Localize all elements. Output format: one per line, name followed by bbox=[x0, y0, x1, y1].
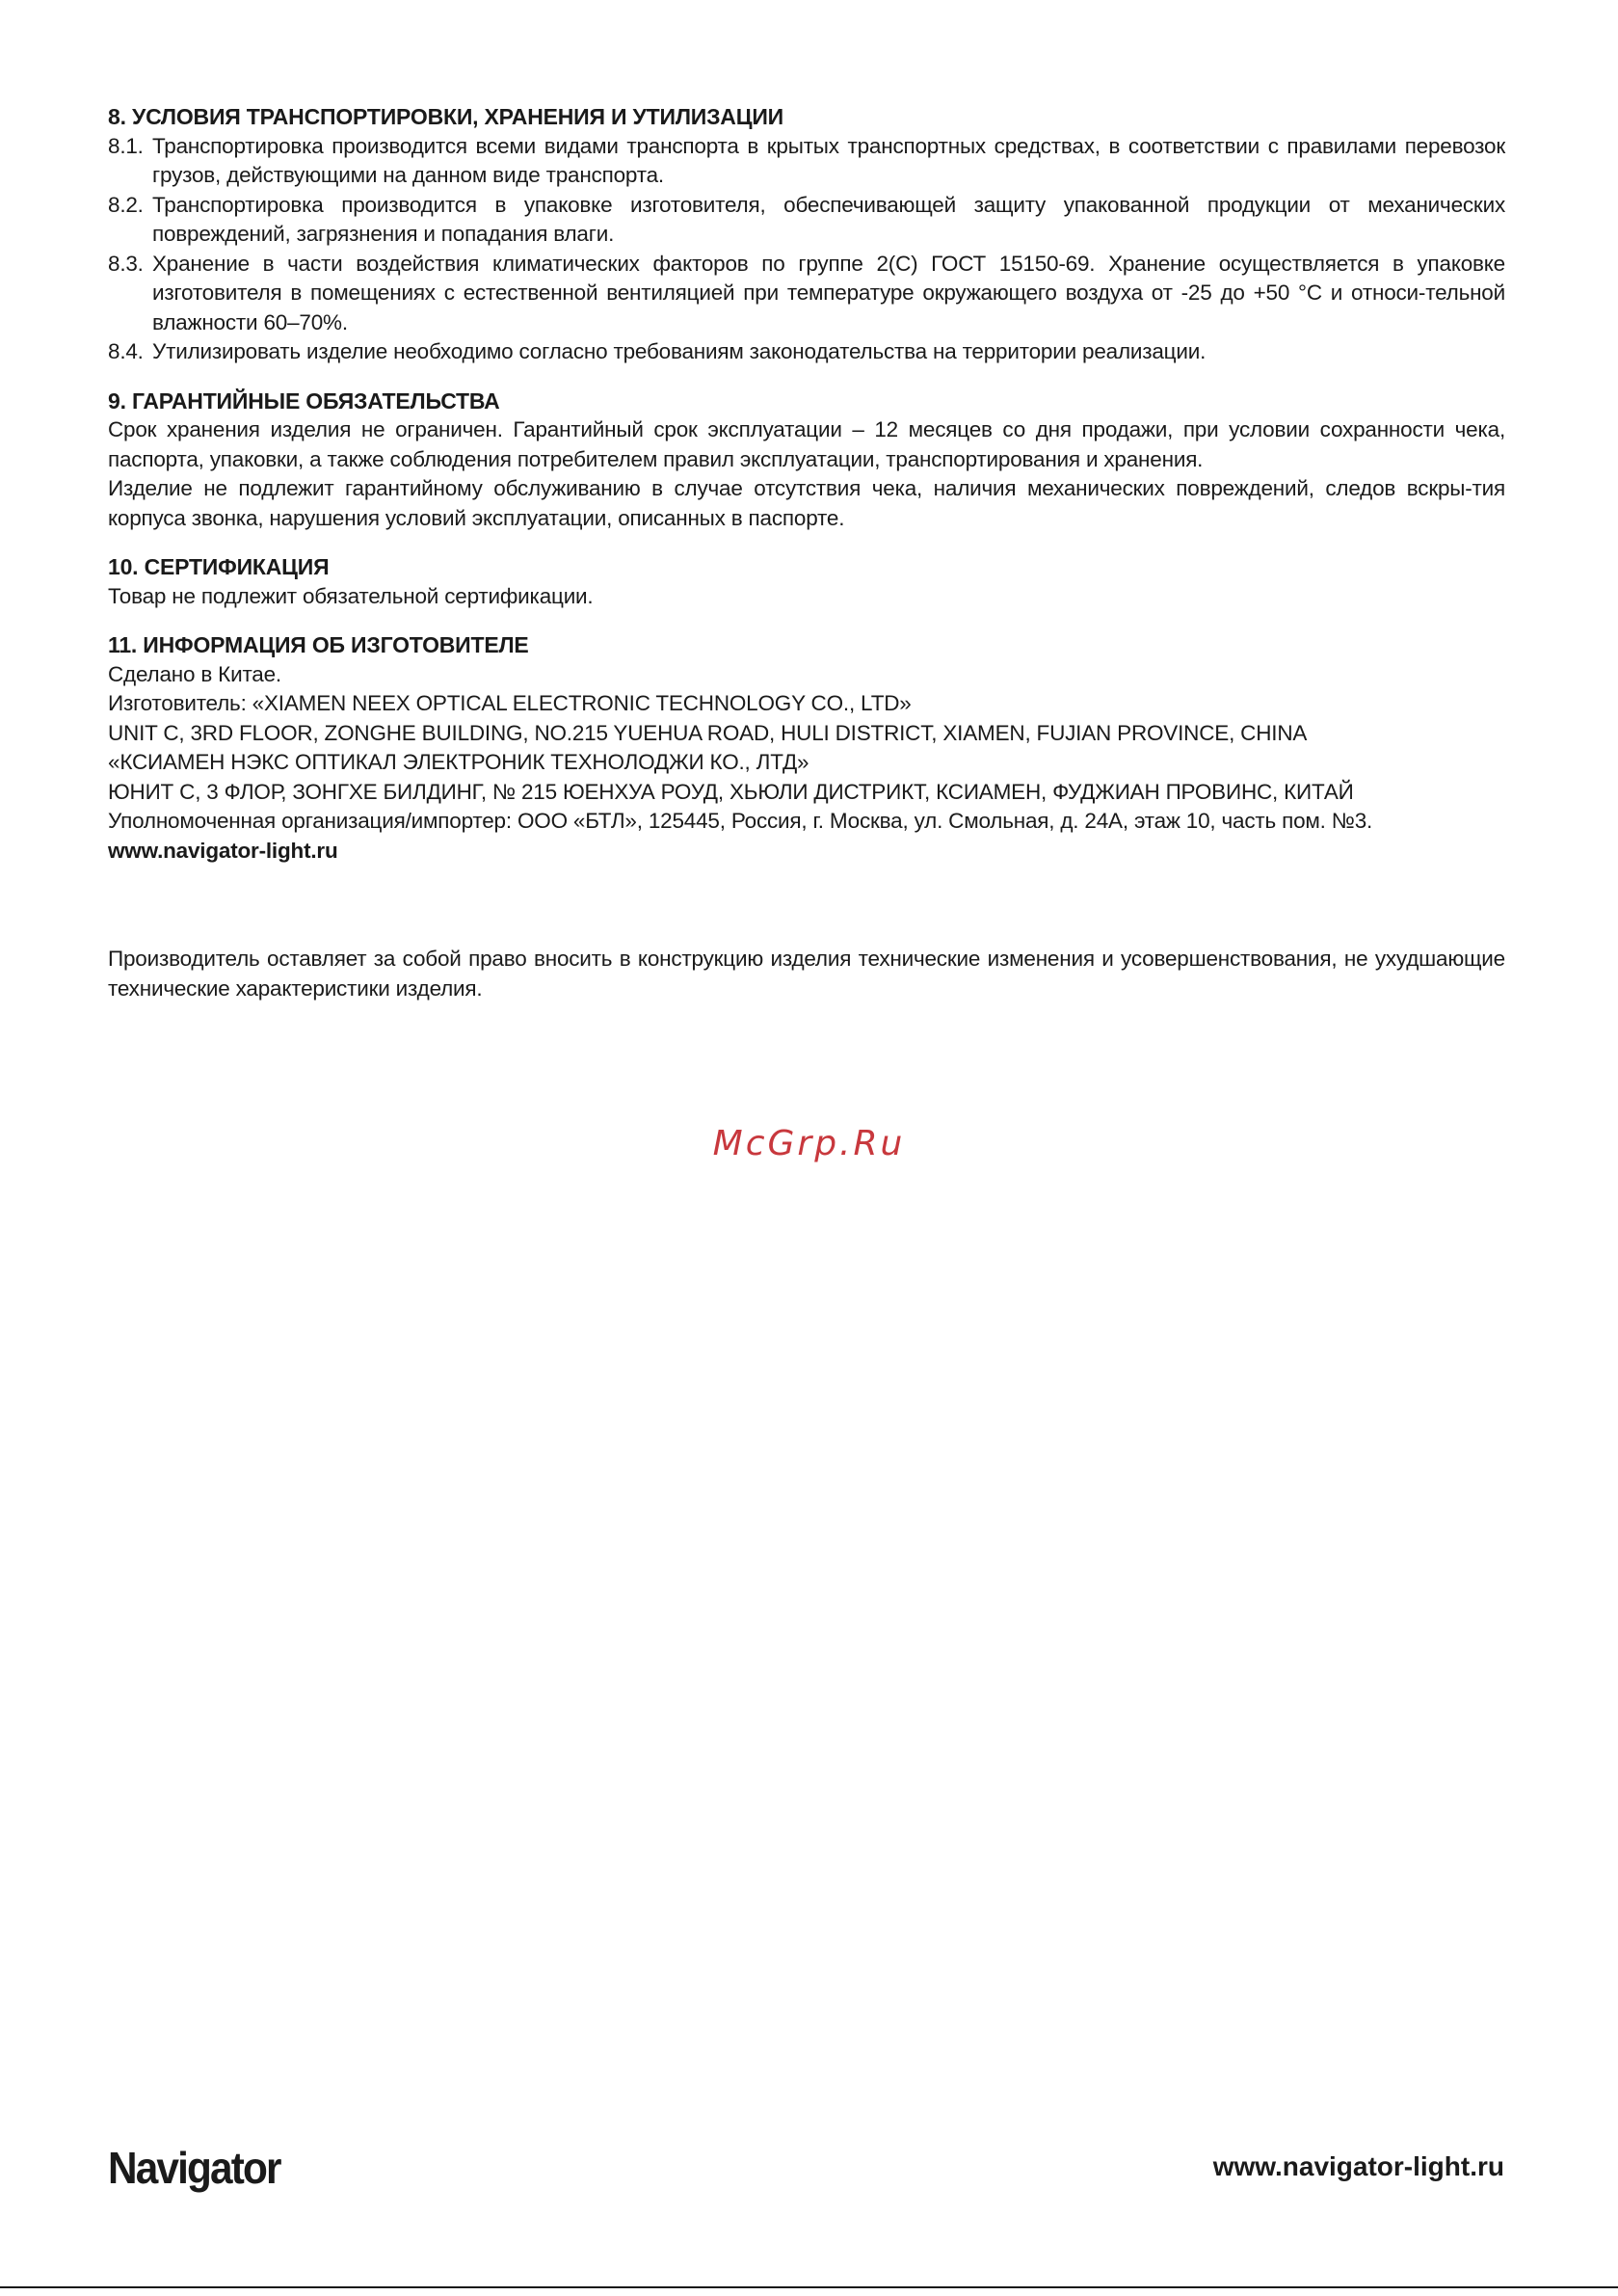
section-heading: 10. СЕРТИФИКАЦИЯ bbox=[108, 554, 330, 579]
document-body bbox=[108, 102, 1505, 885]
list-item bbox=[108, 132, 1505, 191]
list-number: 8.4. bbox=[108, 339, 144, 363]
info-line: ЮНИТ С, 3 ФЛОР, ЗОНГХЕ БИЛДИНГ, № 215 ЮЕНХУА РОУД, ХЬЮЛИ ДИСТРИКТ, КСИАМЕН, ФУДЖИАН ПРОВИНС, КИТАЙ bbox=[108, 779, 1354, 804]
list-text: Утилизировать изделие необходимо согласно требованиям законодательства на территории реализации. bbox=[152, 339, 1207, 363]
section-heading: 9. ГАРАНТИЙНЫЕ ОБЯЗАТЕЛЬСТВА bbox=[108, 387, 500, 414]
section-transport-storage bbox=[108, 102, 1505, 367]
list-text: Транспортировка производится всеми видами транспорта в крытых транспортных средствах, в соответствии с правилами перевозок грузов, действующими на данном виде транспорта. bbox=[152, 133, 1505, 187]
section-heading: 11. ИНФОРМАЦИЯ ОБ ИЗГОТОВИТЕЛЕ bbox=[108, 632, 529, 657]
navigator-logo: Navigator bbox=[108, 2143, 280, 2193]
watermark: McGrp.Ru bbox=[712, 1124, 906, 1163]
info-line: «КСИАМЕН НЭКС ОПТИКАЛ ЭЛЕКТРОНИК ТЕХНОЛОДЖИ КО., ЛТД» bbox=[108, 750, 809, 774]
list-number: 8.2. bbox=[108, 192, 144, 217]
paragraph: Товар не подлежит обязательной сертификации. bbox=[108, 583, 594, 608]
section-certification bbox=[108, 552, 1505, 611]
website-link[interactable]: www.navigator-light.ru bbox=[108, 838, 338, 863]
list-text: Хранение в части воздействия климатических факторов по группе 2(С) ГОСТ 15150-69. Хранение осуществляется в упаковке изготовителя в помещениях с естественной вентиляцией при температуре окружающего воздуха от -25 до +50 °С и относи-тельной влажности 60–70%. bbox=[152, 251, 1505, 334]
info-line: Изготовитель: «XIAMEN NEEX OPTICAL ELECTRONIC TECHNOLOGY CO., LTD» bbox=[108, 691, 912, 715]
paragraph: Срок хранения изделия не ограничен. Гарантийный срок эксплуатации – 12 месяцев со дня продажи, при условии сохранности чека, паспорта, упаковки, а также соблюдения потребителем правил эксплуатации, транспортирования и хранения. bbox=[108, 417, 1505, 471]
manufacturer-disclaimer: Производитель оставляет за собой право вносить в конструкцию изделия технические изменения и усовершенствования, не ухудшающие технические характеристики изделия. bbox=[108, 947, 1505, 1001]
list-item bbox=[108, 191, 1505, 250]
section-heading: 8. УСЛОВИЯ ТРАНСПОРТИРОВКИ, ХРАНЕНИЯ И УТИЛИЗАЦИИ bbox=[108, 104, 783, 129]
paragraph: Изделие не подлежит гарантийному обслуживанию в случае отсутствия чека, наличия механических повреждений, следов вскры-тия корпуса звонка, нарушения условий эксплуатации, описанных в паспорте. bbox=[108, 476, 1505, 530]
section-warranty bbox=[108, 387, 1505, 534]
bottom-divider bbox=[0, 2286, 1618, 2288]
list-number: 8.1. bbox=[108, 133, 144, 158]
list-item bbox=[108, 337, 1505, 367]
info-line: Уполномоченная организация/импортер: ООО «БТЛ», 125445, Россия, г. Москва, ул. Смольная, д. 24А, этаж 10, часть пом. №3. bbox=[108, 809, 1373, 833]
info-line: UNIT C, 3RD FLOOR, ZONGHE BUILDING, NO.215 YUEHUA ROAD, HULI DISTRICT, XIAMEN, FUJIAN PROVINCE, CHINA bbox=[108, 720, 1308, 745]
info-line: Сделано в Китае. bbox=[108, 661, 281, 686]
list-number: 8.3. bbox=[108, 251, 144, 276]
list-text: Транспортировка производится в упаковке изготовителя, обеспечивающей защиту упакованной продукции от механических повреждений, загрязнения и попадания влаги. bbox=[152, 192, 1505, 246]
section-manufacturer-info bbox=[108, 630, 1505, 866]
list-item bbox=[108, 250, 1505, 338]
footer-website-link[interactable]: www.navigator-light.ru bbox=[1212, 2151, 1504, 2181]
